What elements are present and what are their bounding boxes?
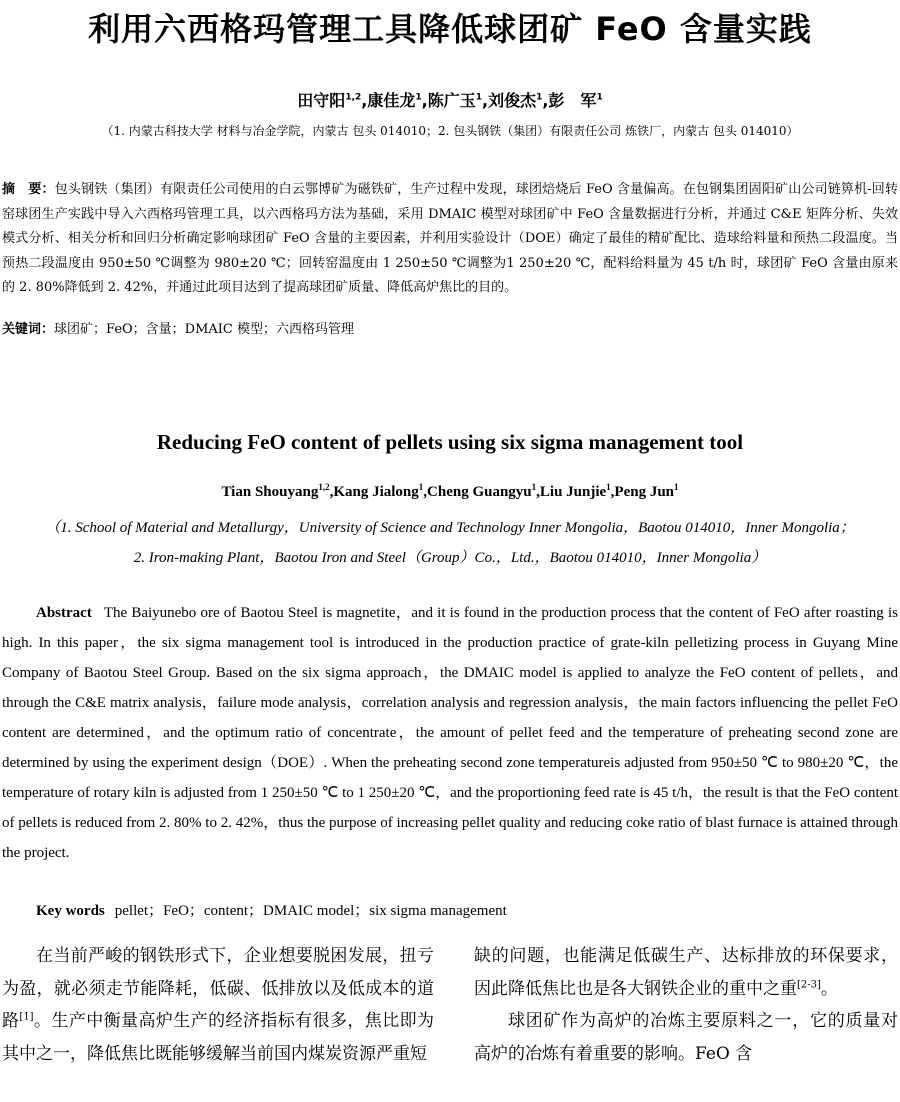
author-name: Peng Jun [614,484,675,500]
body-right-text-1a: 缺的问题，也能满足低碳生产、达标排放的环保要求，因此降低焦比也是各大钢铁企业的重中之重 [474,946,898,999]
keywords-en [36,899,507,920]
citation-ref: [2-3] [797,978,821,990]
affiliation-cn: （1. 内蒙古科技大学 材料与冶金学院，内蒙古 包头 014010；2. 包头钢铁（集团）有限责任公司 炼铁厂，内蒙古 包头 014010） [101,124,799,138]
affiliation-en-line-2: 2. Iron-making Plant，Baotou Iron and Steel（Group）Co.，Ltd.，Baotou 014010，Inner Mongolia） [133,550,767,566]
author-affiliation-mark: 1 [536,92,543,103]
paper-title-cn: 利用六西格玛管理工具降低球团矿 FeO 含量实践 [88,10,812,48]
body-left-text-a: 在当前严峻的钢铁形式下，企业想要脱困发展，扭亏为盈，就必须走节能降耗，低碳、低排放以及低成本的道路 [2,946,434,1031]
author-affiliation-mark: 1,2 [318,482,330,492]
body-column-right [474,940,898,1070]
body-right-paragraph-2: 球团矿作为高炉的冶炼主要原料之一，它的质量对高炉的冶炼有着重要的影响。FeO 含 [474,1011,898,1064]
abstract-en-text: The Baiyunebo ore of Baotou Steel is magnetite，and it is found in the production process that the content of FeO after roasting is high. In this paper，the six sigma management tool is introduced in the production practice of grate-kiln pelletizing process in Guyang Mine Company of Baotou Steel Group. Based on the six sigma approach，the DMAIC model is applied to analyze the FeO content of pellets，and through the C&E matrix analysis，failure mode analysis，correlation analysis and regression analysis，the main factors influencing the pellet FeO content are determined，and the optimum ratio of concentrate，the amount of pellet feed and the temperature of preheating second zone are determined by using the experiment design（DOE）. When the preheating second zone temperatureis adjusted from 950±50 ℃ to 980±20 ℃，the temperature of rotary kiln is adjusted from 1 250±50 ℃ to 1 250±20 ℃，and the proportioning feed rate is 45 t/h，the result is that the FeO content of pellets is reduced from 2. 80% to 2. 42%，thus the purpose of increasing pellet quality and reducing coke ratio of blast furnace is attained through the project. [2,605,898,861]
author-separator: , [610,484,615,500]
author-name: 陈广玉 [427,91,476,110]
author-separator: , [542,91,549,110]
author-affiliation-mark: 1 [674,482,679,492]
paper-title-en: Reducing FeO content of pellets using six sigma management tool [156,430,744,454]
author-name: 田守阳 [297,91,346,110]
author-affiliation-mark: 1 [418,482,424,492]
keywords-en-text: pellet；FeO；content；DMAIC model；six sigma management [114,903,507,919]
author-affiliation-mark: 1 [415,92,422,103]
affiliation-en-line-1: （1. School of Material and Metallurgy，University of Science and Technology Inner Mongolia，Baotou 014010，Inner Mongolia； [45,520,855,536]
author-list-en [0,484,900,501]
abstract-en [2,598,898,868]
author-affiliation-mark: 1 [531,482,537,492]
body-left-text-b: 。生产中衡量高炉生产的经济指标有很多，焦比即为其中之一，降低焦比既能够缓解当前国内煤炭资源严重短 [2,1011,435,1064]
author-affiliation-mark: 1 [475,92,482,103]
citation-ref: [1] [19,1011,34,1023]
body-column-left [2,940,434,1070]
keywords-cn [2,318,898,342]
author-affiliation-mark: 1 [596,92,603,103]
abstract-en-label: Abstract [36,605,92,621]
author-name: Liu Junjie [539,484,607,500]
author-separator: , [481,91,489,110]
author-name: Cheng Guangyu [427,484,532,500]
author-separator: , [421,91,428,110]
author-name: 彭 军 [548,91,597,110]
author-name: Kang Jialong [333,484,419,500]
keywords-cn-text: 球团矿；FeO；含量；DMAIC 模型；六西格玛管理 [54,322,355,337]
author-separator: , [423,484,428,500]
author-list-cn [0,88,900,111]
abstract-cn-label: 摘 要： [2,182,55,197]
abstract-cn [2,178,898,301]
author-separator: , [536,484,540,500]
author-separator: , [361,91,368,110]
author-separator: , [329,484,334,500]
author-affiliation-mark: 1 [606,482,611,492]
body-right-paragraph-1 [474,940,898,1005]
author-name: 刘俊杰 [488,91,537,110]
keywords-en-label: Key words [36,903,105,919]
author-affiliation-mark: 1,2 [345,92,362,103]
body-right-text-1b: 。 [820,978,838,999]
author-name: Tian Shouyang [221,484,319,500]
author-name: 康佳龙 [367,91,416,110]
keywords-cn-label: 关键词： [2,322,55,337]
abstract-cn-text: 包头钢铁（集团）有限责任公司使用的白云鄂博矿为磁铁矿，生产过程中发现，球团焙烧后 FeO 含量偏高。在包钢集团固阳矿山公司链箅机-回转窑球团生产实践中导入六西格玛管理工具，以六西格玛方法为基础，采用 DMAIC 模型对球团矿中 FeO 含量数据进行分析，并通过 C&E 矩阵分析、失效模式分析、相关分析和回归分析确定影响球团矿 FeO 含量的主要因素，并利用实验设计（DOE）确定了最佳的精矿配比、造球给料量和预热二段温度。当预热二段温度由 950±50 ℃调整为 980±20 ℃；回转窑温度由 1 250±50 ℃调整为1 250±20 ℃，配料给料量为 45 t/h 时，球团矿 FeO 含量由原来的 2. 80%降低到 2. 42%，并通过此项目达到了提高球团矿质量、降低高炉焦比的目的。 [2,182,898,295]
